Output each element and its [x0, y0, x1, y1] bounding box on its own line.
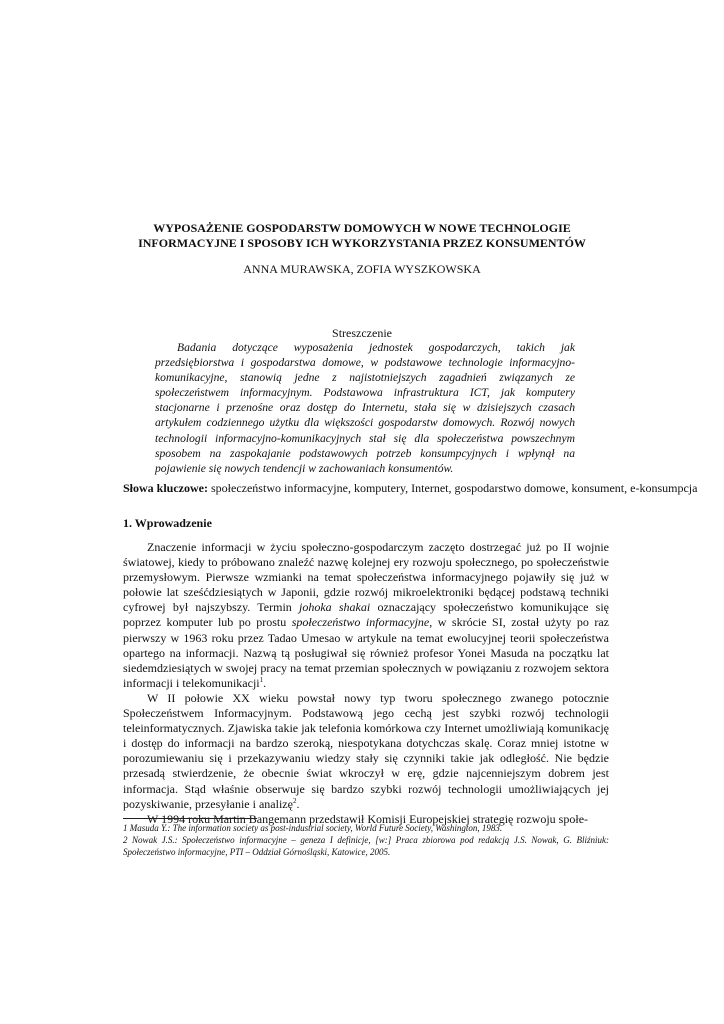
body-text — [123, 540, 609, 827]
footnotes — [123, 822, 609, 858]
paragraph-2 — [123, 691, 609, 812]
paragraph-1 — [123, 540, 609, 691]
keywords — [123, 481, 703, 496]
p1-term-si: społeczeństwo informacyjne — [291, 615, 430, 630]
authors: ANNA MURAWSKA, ZOFIA WYSZKOWSKA — [243, 262, 481, 276]
p1-term-johoka: johoka shakai — [299, 600, 371, 615]
p2-text-a: W II połowie XX wieku powstał nowy typ tworu społecznego zwanego potocznie Społeczeństwem Informacyjnym. Podstawową jego cechą jest szybki rozwój technologii teleinformatycznych. Zjawiska takie jak telefonia komórkowa czy Internet umożliwiają komunikację i dostęp do informacji na bardzo szeroką, niespotykana dotychczas skalę. Coraz mniej istotne w porozumiewaniu się i przekazywaniu wiedzy stały się czynniki takie jak odległość. Nie będzie przesadą stwierdzenie, że obecnie świat wkroczył w erę, gdzie najcenniejszym dobrem jest informacja. Stąd właśnie obserwuje się bardzo szybki rozwój technologii umożliwiających jej pozyskiwanie, przesyłanie i analizę — [123, 690, 609, 811]
footnote-ref-2: 2 — [292, 796, 297, 805]
title-line-1: WYPOSAŻENIE GOSPODARSTW DOMOWYCH W NOWE TECHNOLOGIE — [153, 221, 571, 235]
p1-text-a: Znaczenie informacji w życiu społeczno-gospodarczym zaczęto dostrzegać już po II wojnie światowej, kiedy to próbowano znaleźć nazwę kolejnej ery rozwoju społecznego, po społeczeństwie przemysłowym. Pierwsze wzmianki na temat społeczeństwa informacyjnego pojawiły się już w połowie lat sześćdziesiątych w Japonii, gdzie rozwój mikroelektroniki będącej podstawą techniki cyfrowej był najszybszy. Termin — [123, 540, 609, 615]
p1-text-e: , w skrócie SI, został użyty po raz pierwszy w 1963 roku przez Tadao Umesao w artykule na temat ewolucyjnej teorii społeczeństwa opartego na informacji. Nazwą tą posługiwał się również profesor Yonei Masuda na początku lat siedemdziesiątych w swojej pracy na temat przemian społecznych w powiązaniu z rozwojem sektora informacji i telekomunikacji — [123, 615, 609, 690]
p1-text-f: . — [263, 675, 267, 690]
paragraph-3: W 1994 roku Martin Bangemann przedstawił Komisji Europejskiej strategię rozwoju społe- — [147, 811, 589, 826]
keywords-list: społeczeństwo informacyjne, komputery, Internet, gospodarstwo domowe, konsument, e-konsumpcja — [211, 481, 698, 495]
p1-text-c: oznaczający społeczeństwo komunikujące się poprzez komputer lub po prostu — [123, 600, 609, 630]
footnote-1: 1 Masuda Y.: The information society as post-industrial society, World Future Society, Washington, 1983. — [123, 823, 503, 833]
section-heading: 1. Wprowadzenie — [123, 516, 212, 530]
footnote-2: 2 Nowak J.S.: Społeczeństwo informacyjne – geneza I definicje, [w:] Praca zbiorowa pod redakcją J.S. Nowak, G. Bliźniuk: Społeczeństwo informacyjne, PTI – Oddział Górnośląski, Katowice, 2005. — [123, 835, 609, 857]
abstract-heading: Streszczenie — [332, 326, 392, 340]
keywords-label: Słowa kluczowe: — [123, 481, 208, 495]
paper-title — [100, 221, 624, 251]
title-line-2: INFORMACYJNE I SPOSOBY ICH WYKORZYSTANIA PRZEZ KONSUMENTÓW — [138, 236, 586, 250]
footnote-divider — [123, 818, 257, 819]
abstract-text: Badania dotyczące wyposażenia jednostek gospodarczych, takich jak przedsiębiorstwa i gospodarstwa domowe, w podstawowe technologie informacyjno-komunikacyjne, stanowią jedne z najistotniejszych zagadnień związanych ze społeczeństwem informacyjnym. Podstawowa infrastruktura ICT, jak komputery stacjonarne i przenośne oraz dostęp do Internetu, stała się w dzisiejszych czasach artykułem codziennego użytku dla większości gospodarstw domowych. Rozwój nowych technologii informacyjno-komunikacyjnych stał się dla społeczeństwa powszechnym sposobem na zaspokajanie podstawowych potrzeb konsumpcyjnych i wpłynął na pojawienie się nowych tendencji w zachowaniach konsumentów. — [155, 341, 575, 475]
p2-text-b: . — [296, 796, 300, 811]
footnote-ref-1: 1 — [259, 675, 264, 684]
